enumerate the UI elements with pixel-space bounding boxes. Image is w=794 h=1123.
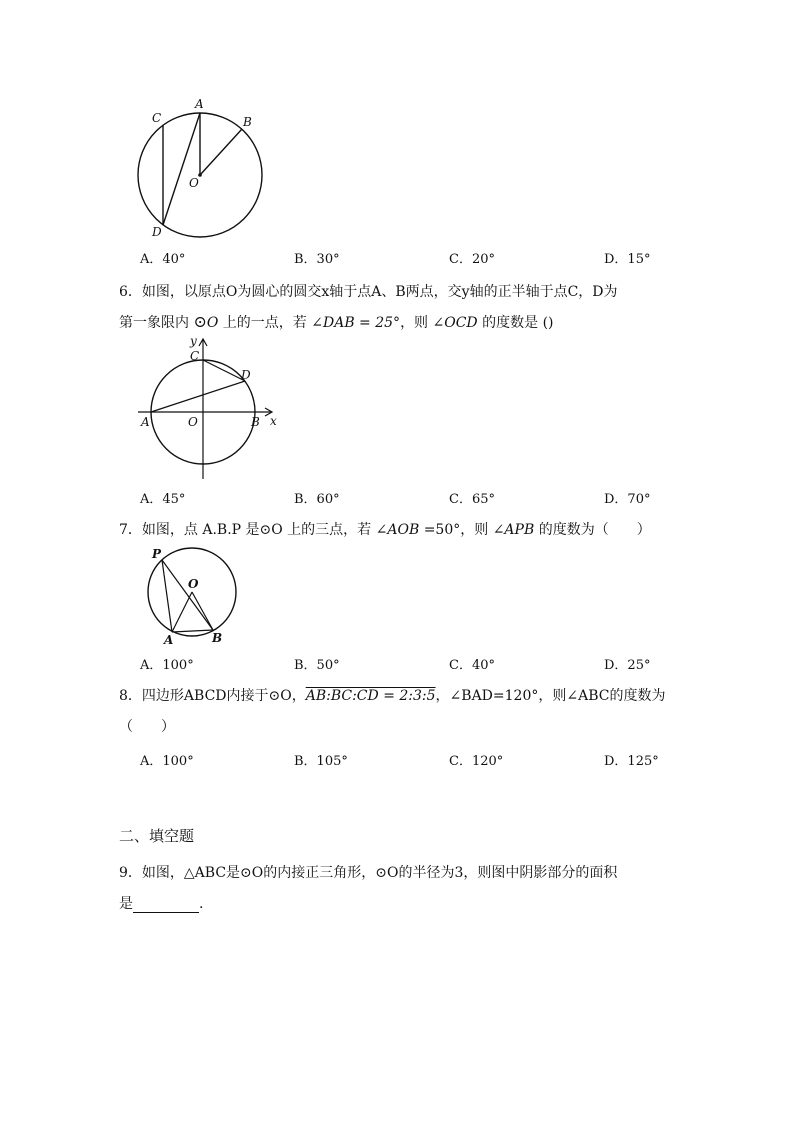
q7-segment-pb — [162, 560, 213, 630]
q5-option-d[interactable]: D．15° — [604, 252, 651, 267]
q6-label-y: y — [190, 334, 197, 348]
q6-line2-d: 的度数是 () — [477, 315, 554, 331]
q7-text-line1 — [119, 519, 651, 539]
q7-option-c[interactable]: C．40° — [449, 658, 495, 673]
q7-line1-b: =50°，则 — [419, 522, 493, 538]
q6-figure — [133, 334, 283, 484]
section-title-fill-in: 二、填空题 — [119, 827, 195, 845]
q6-text-line1: 6．如图，以原点O为圆心的圆交x轴于点A、B两点，交y轴的正半轴于点C，D为 — [119, 284, 618, 300]
q5-option-c[interactable]: C．20° — [449, 252, 495, 267]
q8-line1-a: 8．四边形ABCD内接于⊙O， — [119, 688, 306, 704]
q6-label-x: x — [270, 414, 277, 428]
q6-line2-b: 上的一点，若 — [218, 315, 312, 331]
q8-option-c[interactable]: C．120° — [449, 754, 504, 769]
q8-line1-b: ，∠BAD=120°，则∠ABC的度数为 — [435, 688, 666, 704]
q6-segment-cd — [203, 360, 245, 381]
q9-text-line1: 9．如图，△ABC是⊙O的内接正三角形，⊙O的半径为3，则图中阴影部分的面积 — [119, 865, 618, 881]
q7-segment-ob — [192, 592, 213, 630]
q5-label-b: B — [243, 115, 252, 129]
q7-segment-oa — [172, 592, 192, 632]
q6-expr-dab: ∠DAB = 25° — [311, 315, 401, 331]
q8-text-line1 — [119, 685, 665, 705]
q8-option-b[interactable]: B．105° — [294, 754, 348, 769]
q5-figure — [125, 95, 275, 245]
q8-text-line2: （ ） — [119, 719, 175, 735]
q6-text-line2 — [119, 312, 554, 332]
q7-label-o: O — [188, 577, 199, 591]
q6-expr-ocd: ∠OCD — [432, 315, 478, 331]
q6-option-d[interactable]: D．70° — [604, 492, 651, 507]
q5-label-d: D — [152, 225, 162, 239]
q8-arc-ratio: AB:BC:CD = 2:3:5 — [305, 688, 436, 704]
q7-label-p: P — [152, 547, 162, 561]
q7-expr-apb: ∠APB — [492, 522, 535, 538]
q5-chord-ad — [163, 113, 200, 225]
q8-option-a[interactable]: A．100° — [140, 754, 194, 769]
q6-line2-c: ，则 — [400, 315, 433, 331]
q5-option-a[interactable]: A．40° — [140, 252, 186, 267]
q7-option-b[interactable]: B．50° — [294, 658, 340, 673]
q7-line1-a: 7．如图，点 A.B.P 是⊙O 上的三点，若 — [119, 522, 376, 538]
q6-label-d: D — [241, 368, 251, 382]
q6-circle-o: O — [206, 315, 219, 331]
q6-option-b[interactable]: B．60° — [294, 492, 340, 507]
q7-option-a[interactable]: A．100° — [140, 658, 194, 673]
q9-line2-a: 是 — [119, 896, 133, 912]
q5-label-a: A — [195, 97, 204, 111]
q9-line2-b: . — [199, 896, 204, 912]
q6-option-a[interactable]: A．45° — [140, 492, 186, 507]
q6-segment-ad — [151, 381, 245, 412]
q9-answer-blank[interactable] — [133, 898, 199, 913]
q5-label-c: C — [152, 111, 162, 125]
q9-text-line2 — [119, 893, 203, 913]
q5-label-o: O — [189, 176, 199, 190]
q7-segment-ab — [172, 630, 213, 632]
q7-label-b: B — [212, 631, 223, 645]
q6-label-c: C — [190, 349, 200, 363]
q7-option-d[interactable]: D．25° — [604, 658, 651, 673]
q7-figure — [140, 542, 250, 650]
q7-line1-c: 的度数为（ ） — [534, 522, 651, 538]
q7-expr-aob: ∠AOB — [375, 522, 420, 538]
q6-label-o: O — [188, 415, 198, 429]
q7-label-a: A — [164, 633, 174, 647]
q6-line2-a: 第一象限内 — [119, 315, 194, 331]
q6-option-c[interactable]: C．65° — [449, 492, 495, 507]
q5-radius-ob — [200, 129, 242, 175]
q6-label-b: B — [251, 415, 260, 429]
q5-option-b[interactable]: B．30° — [294, 252, 340, 267]
q6-label-a: A — [141, 415, 150, 429]
q8-option-d[interactable]: D．125° — [604, 754, 659, 769]
q6-circle-symbol: ⊙ — [193, 312, 207, 331]
